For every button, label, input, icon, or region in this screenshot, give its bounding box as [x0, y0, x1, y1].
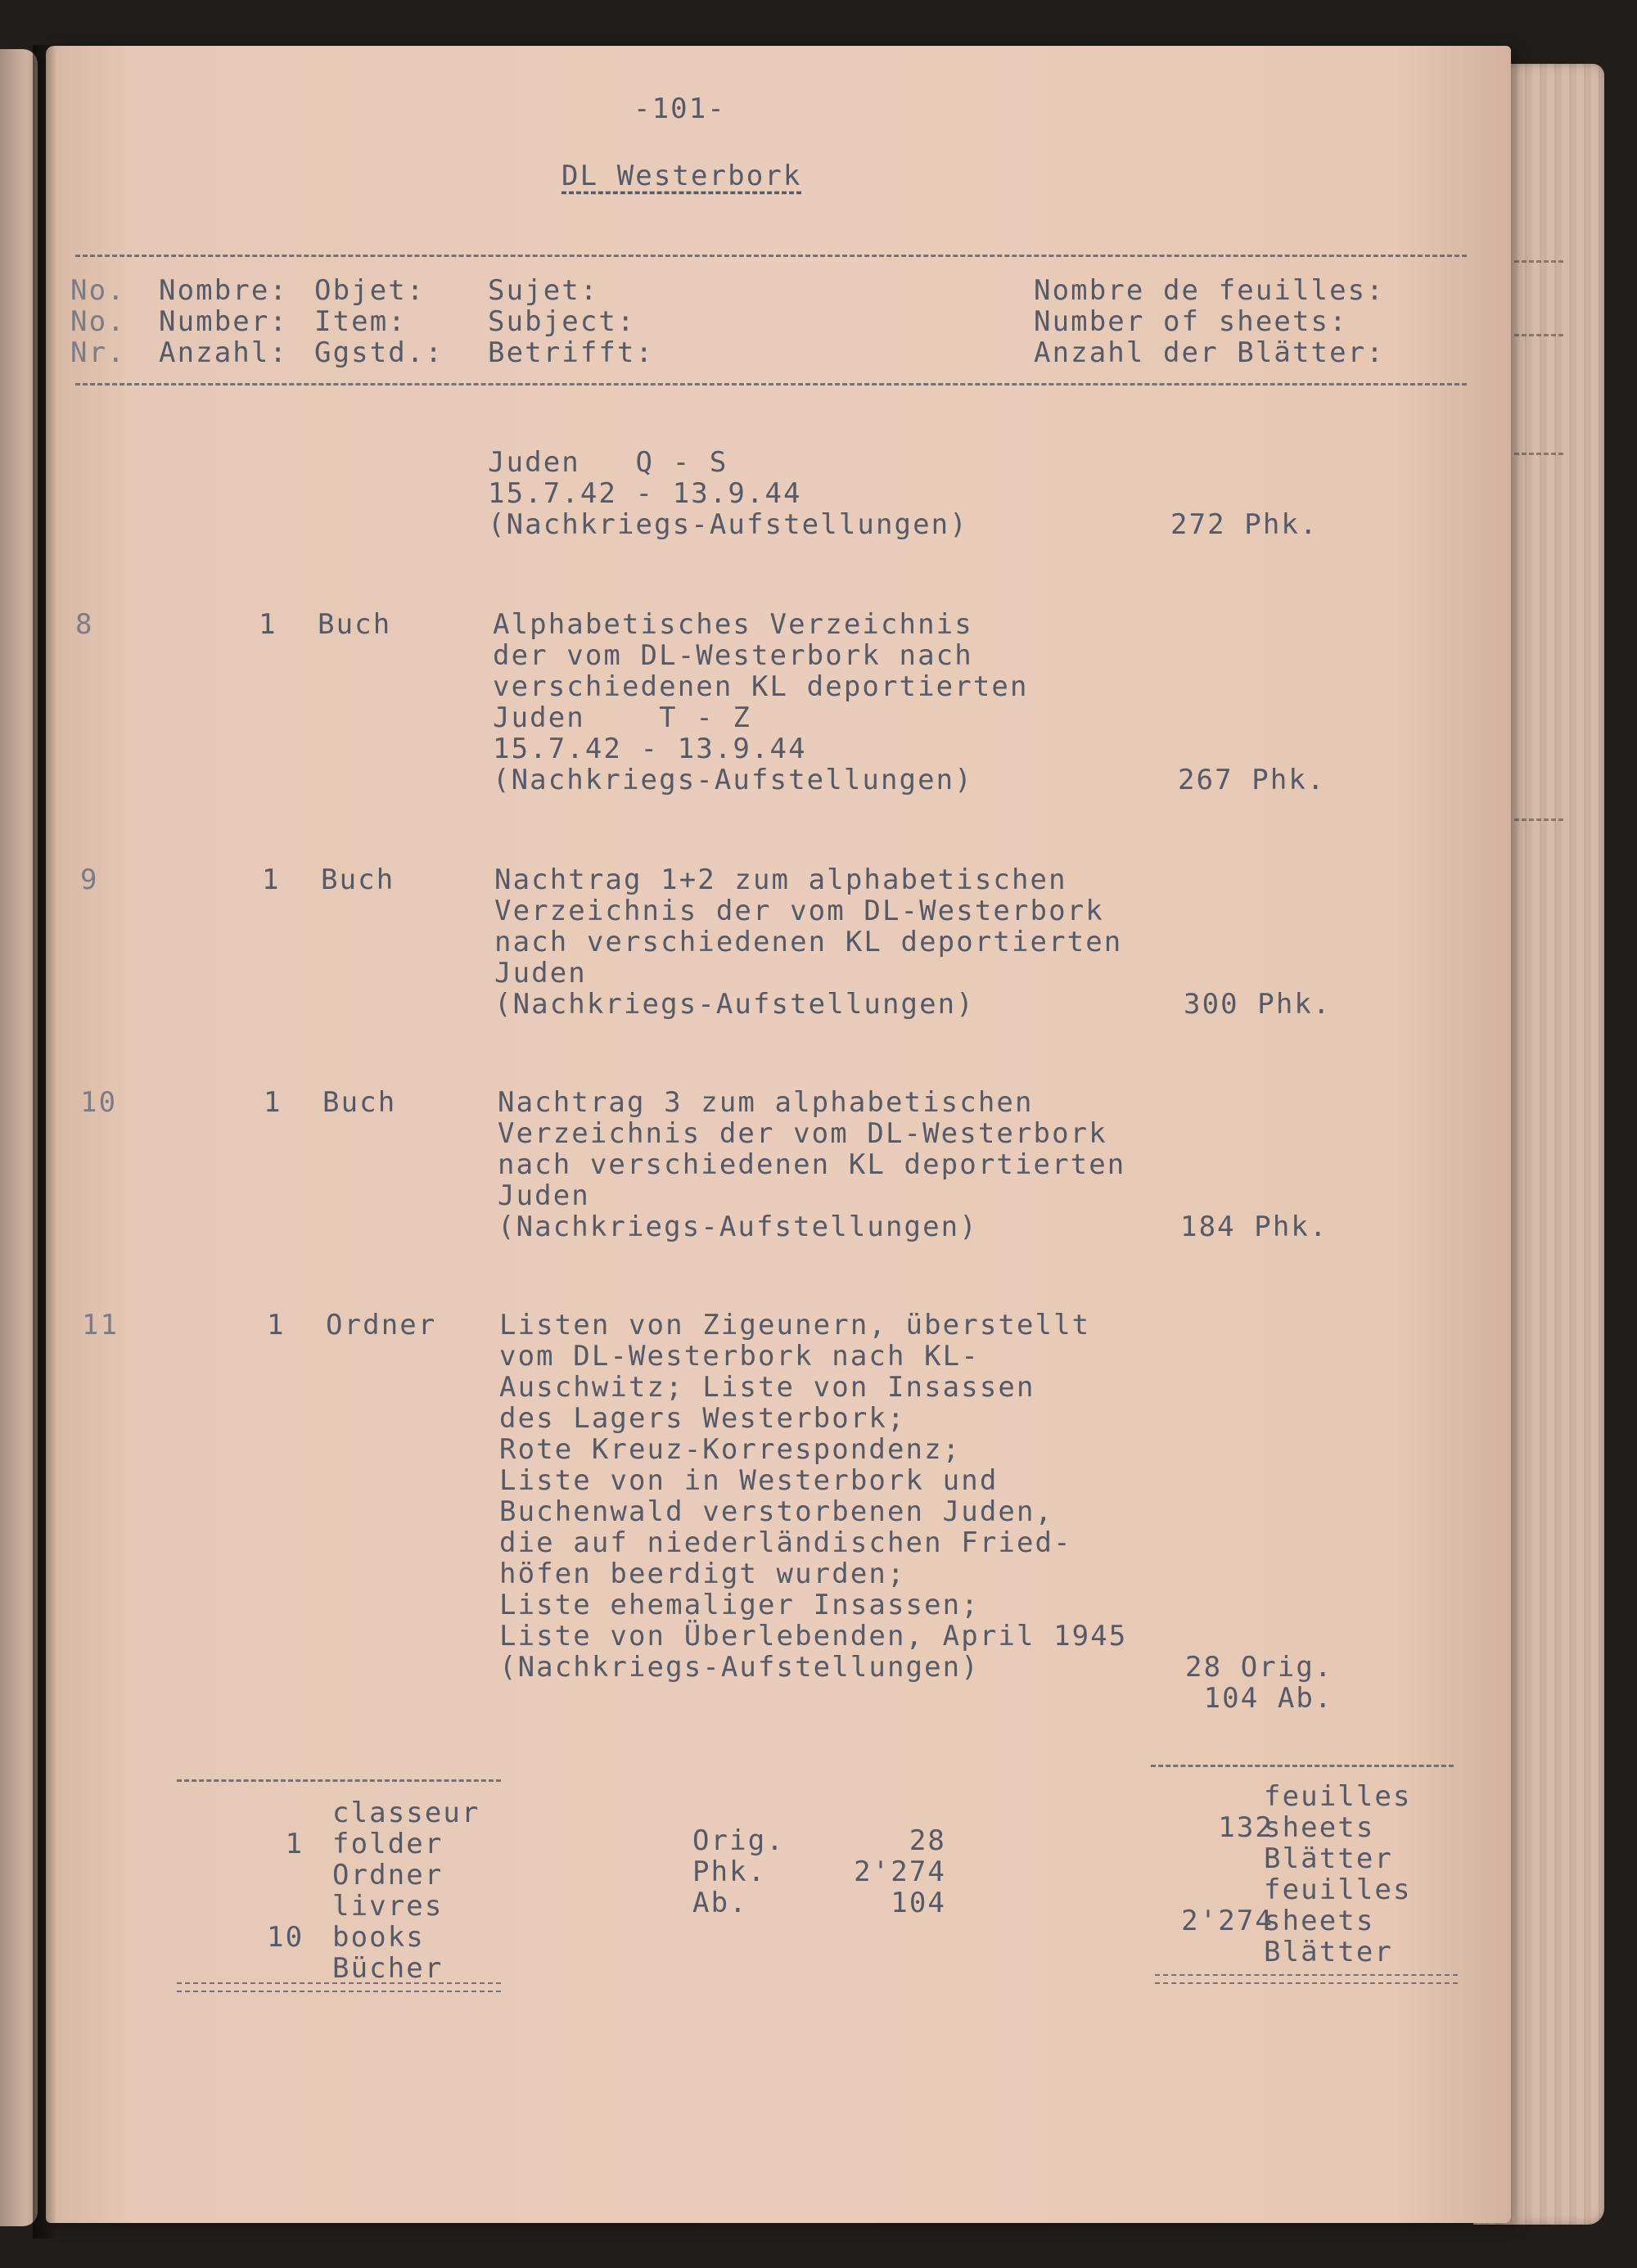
entry-sheets: 267 Phk. [1178, 764, 1326, 796]
summary-left-top-rule [177, 1779, 501, 1782]
header-sheets: Nombre de feuilles: Number of sheets: Anzahl der Blätter: [1034, 274, 1385, 369]
entry-count: 1 [267, 1309, 286, 1341]
entry-subject: Listen von Zigeunern, überstellt vom DL-Westerbork nach KL- Auschwitz; Liste von Insassen des Lagers Westerbork; Rote Kreuz-Korrespondenz; Liste von in Westerbork und Buchenwald verstorbenen Juden, die auf niederländischen Fried- höfen beerdigt wurden; Liste ehemaliger Insassen; Liste von Überlebenden, April 1945 (Nachkriegs-Aufstellungen) [499, 1309, 1128, 1684]
entry-sheets: 184 Phk. [1180, 1211, 1328, 1243]
entry-sheets: 272 Phk. [1170, 508, 1319, 541]
page-title: DL Westerbork [561, 160, 802, 192]
summary-middle-labels: Orig. Phk. Ab. [692, 1824, 785, 1919]
entry-item: Buch [321, 863, 395, 896]
entry-no: 10 [80, 1086, 118, 1119]
header-number: Nombre: Number: Anzahl: [159, 274, 288, 369]
entry-no: 8 [75, 608, 94, 641]
entry-subject: Juden Q - S 15.7.42 - 13.9.44 (Nachkriegs-Aufstellungen) [488, 446, 968, 541]
entry-subject: Nachtrag 3 zum alphabetischen Verzeichnis der vom DL-Westerbork nach verschiedenen KL deportierten Juden (Nachkriegs-Aufstellungen) [498, 1086, 1126, 1243]
entry-item: Buch [322, 1086, 397, 1119]
summary-left-labels: classeur folder Ordner livres books Bücher [332, 1797, 480, 1985]
header-no: No. No. Nr. [70, 274, 126, 369]
stack-mark [1514, 334, 1563, 336]
entry-count: 1 [259, 608, 277, 641]
summary-right-labels: feuilles sheets Blätter feuilles sheets Blätter [1264, 1780, 1412, 1968]
stack-mark [1514, 453, 1563, 455]
entry-item: Buch [318, 608, 392, 641]
summary-right-double-rule [1155, 1974, 1458, 1984]
page-number: -101- [634, 92, 726, 125]
entry-no: 11 [82, 1309, 120, 1341]
stack-mark [1514, 818, 1563, 821]
header-item: Objet: Item: Ggstd.: [314, 274, 444, 369]
summary-left-double-rule [177, 1982, 501, 1992]
entry-subject: Nachtrag 1+2 zum alphabetischen Verzeichnis der vom DL-Westerbork nach verschiedenen KL deportierten Juden (Nachkriegs-Aufstellungen) [494, 863, 1123, 1021]
entry-count: 1 [264, 1086, 282, 1119]
header-top-rule [75, 255, 1467, 257]
spine-shadow [33, 45, 57, 2239]
summary-right-top-rule [1151, 1765, 1454, 1767]
entry-sheets: 28 Orig. 104 Ab. [1185, 1651, 1333, 1715]
document-page [46, 46, 1511, 2223]
entry-item: Ordner [326, 1309, 437, 1341]
stack-mark [1514, 260, 1563, 263]
summary-left-counts: 1 10 [267, 1828, 304, 1954]
entry-count: 1 [262, 863, 281, 896]
entry-no: 9 [80, 863, 99, 896]
entry-subject: Alphabetisches Verzeichnis der vom DL-Westerbork nach verschiedenen KL deportierten Juden T - Z 15.7.42 - 13.9.44 (Nachkriegs-Aufstellungen) [493, 608, 1029, 796]
entry-sheets: 300 Phk. [1184, 988, 1332, 1021]
header-bottom-rule [75, 383, 1467, 386]
summary-middle-values: 28 2'274 104 [854, 1824, 946, 1919]
header-subject: Sujet: Subject: Betrifft: [488, 274, 655, 369]
summary-right-counts: 132 2'274 [1181, 1811, 1274, 1937]
